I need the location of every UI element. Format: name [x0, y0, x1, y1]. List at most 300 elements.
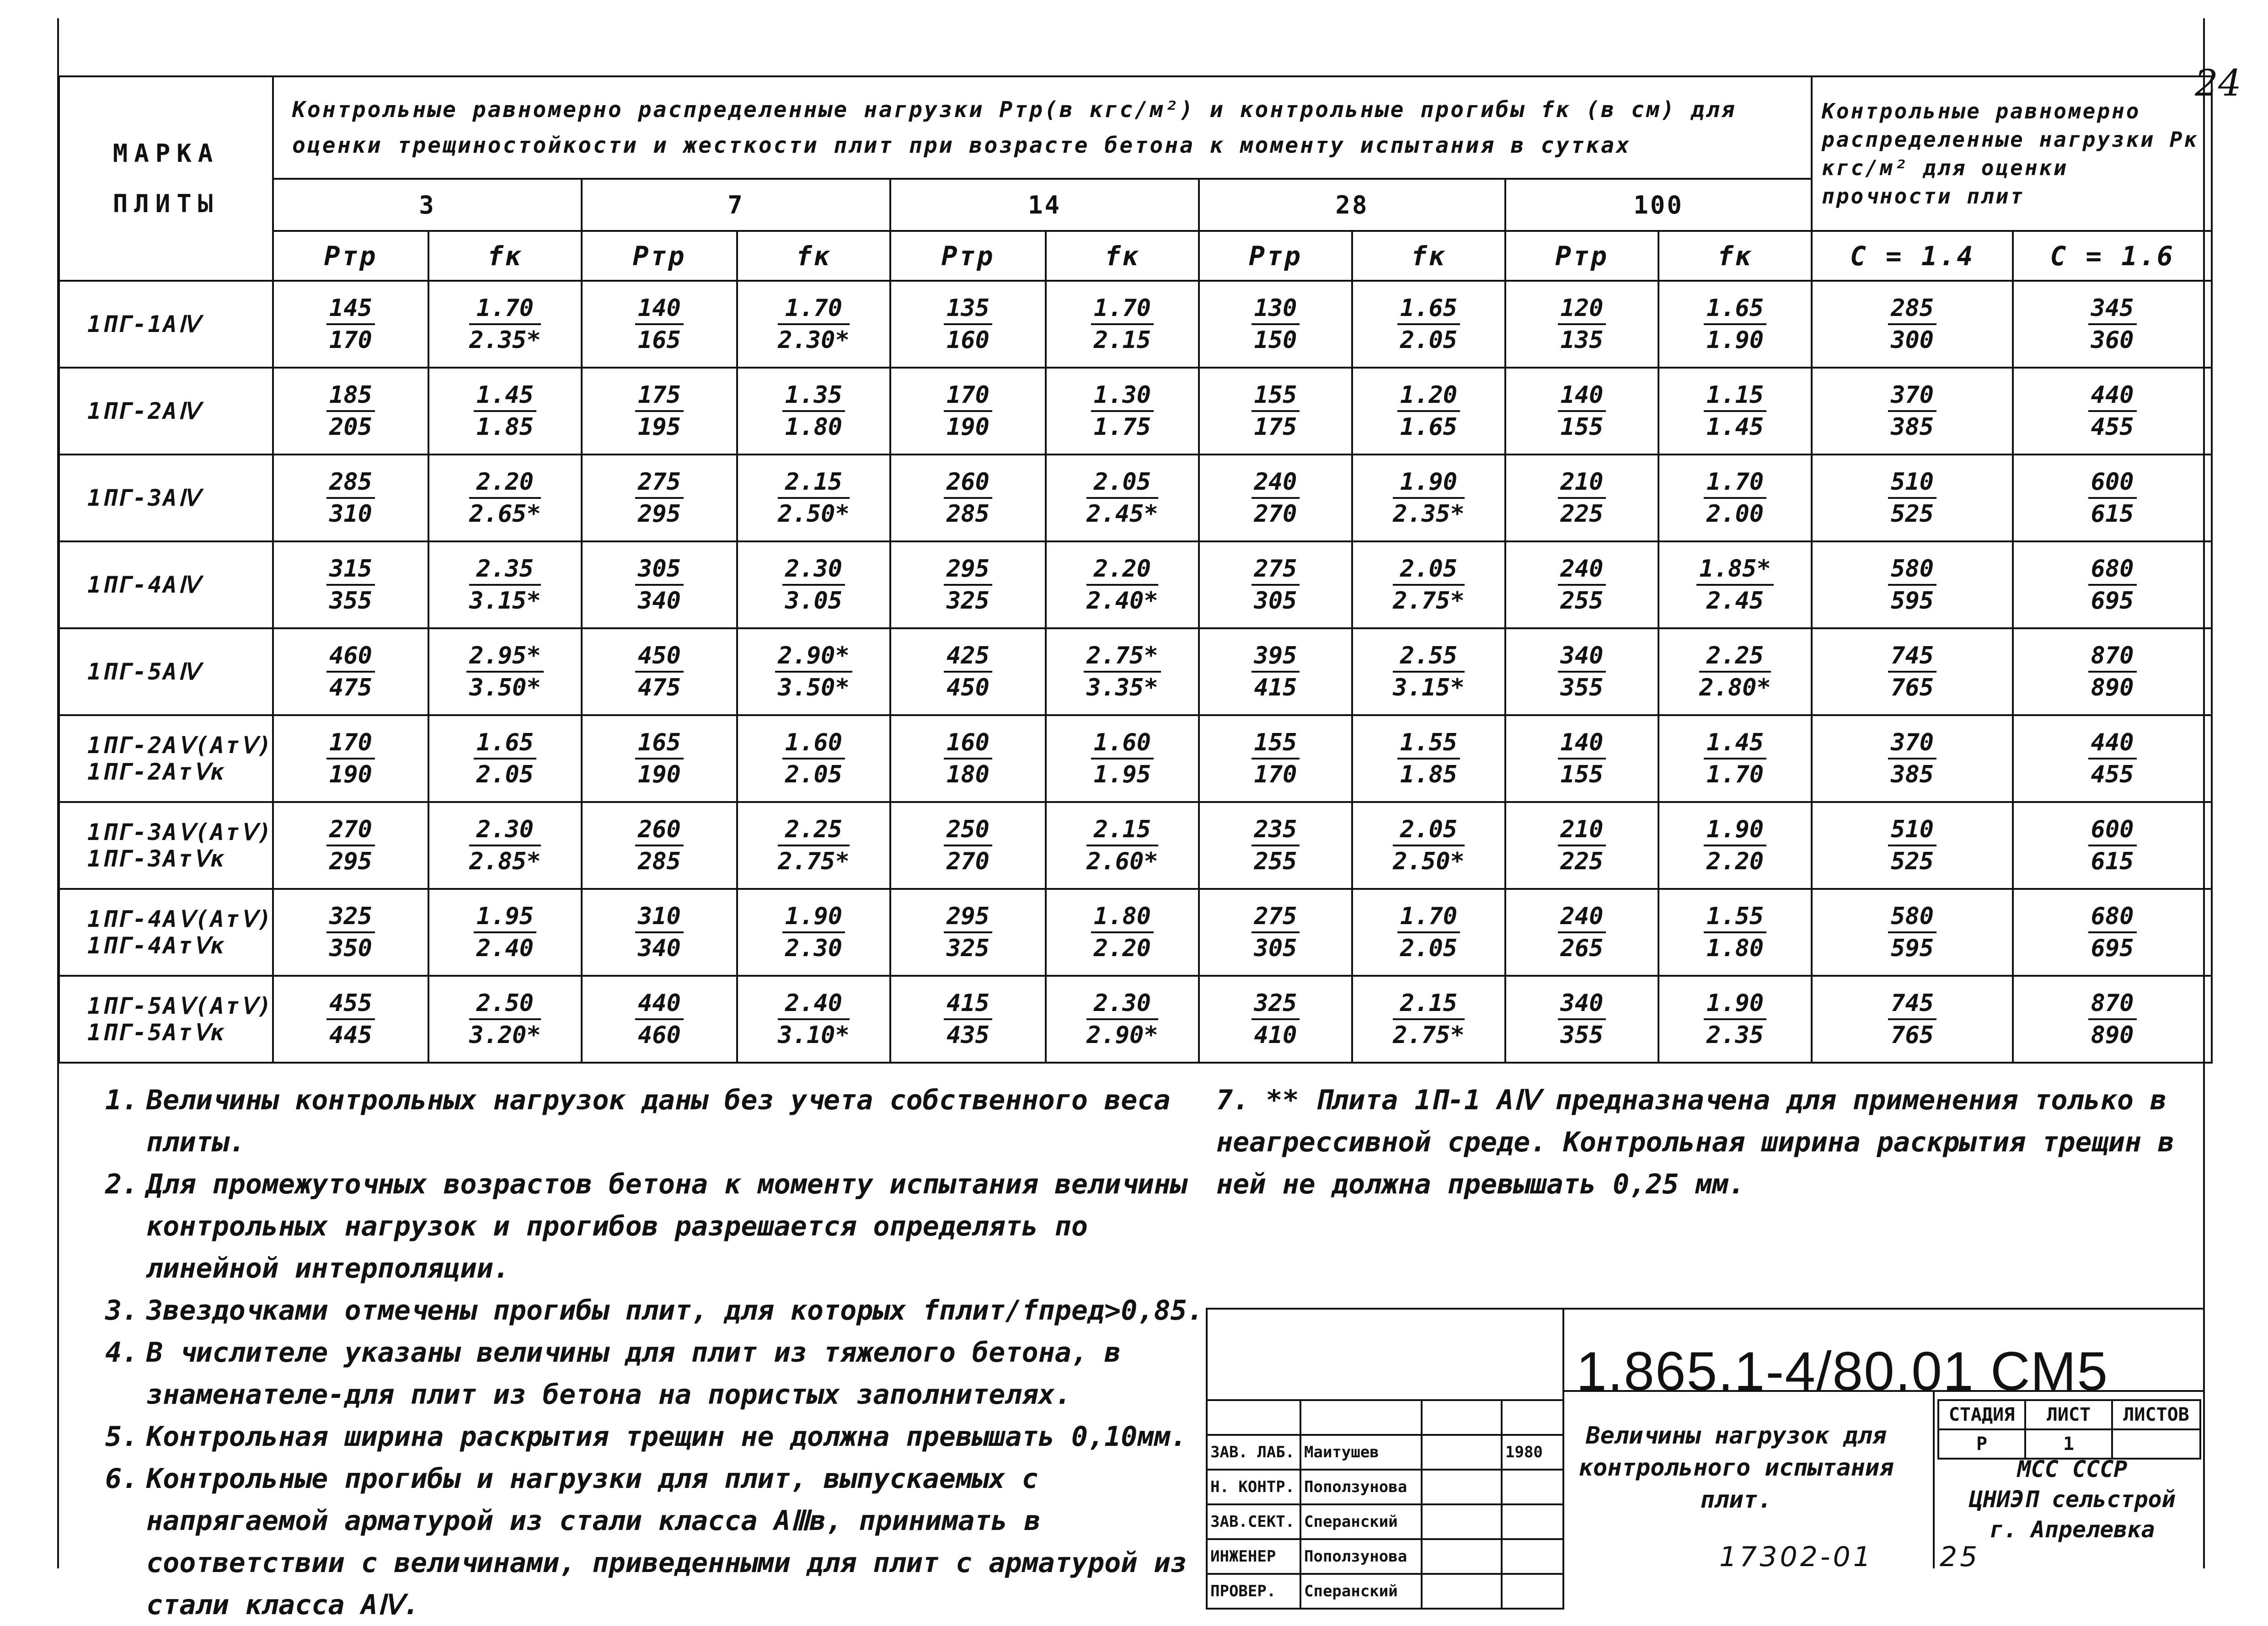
numerator: 1.30: [1091, 380, 1154, 412]
numerator: 140: [1558, 727, 1606, 760]
value-cell: [737, 455, 890, 541]
table-row: [59, 889, 2212, 976]
age-header: 3: [273, 179, 582, 231]
value-cell: [582, 715, 737, 802]
fraction: [1252, 988, 1300, 1050]
numerator: 2.35: [469, 554, 541, 586]
fraction: [1888, 901, 1936, 963]
value-cell: [582, 368, 737, 455]
numerator: 680: [2088, 901, 2137, 933]
denominator: 190: [947, 413, 990, 441]
brand-cell: [59, 455, 273, 541]
numerator: 2.55: [1393, 641, 1465, 673]
table-row: [59, 368, 2212, 455]
fraction: [1091, 901, 1154, 963]
value-cell: [1352, 715, 1505, 802]
denominator: 3.20*: [469, 1022, 541, 1049]
brand-cell: [59, 715, 273, 802]
value-cell: [1505, 628, 1658, 715]
denominator: 695: [2091, 587, 2134, 615]
denominator: 285: [947, 500, 990, 528]
numerator: 2.25: [778, 814, 850, 846]
brand-label: 1ПГ-5АⅤ(АтⅤ): [87, 993, 273, 1019]
fraction: [2088, 380, 2137, 442]
fraction: [944, 814, 992, 877]
numerator: 340: [1558, 641, 1606, 673]
denominator: 525: [1891, 500, 1934, 528]
numerator: 260: [944, 467, 992, 499]
value-cell: [1505, 802, 1658, 889]
fraction: [1558, 641, 1606, 703]
denominator: 135: [1560, 326, 1604, 354]
denominator: 445: [329, 1022, 372, 1049]
value-cell: [582, 455, 737, 541]
fraction: [1704, 727, 1766, 790]
brand-cell: [59, 368, 273, 455]
value-cell: [890, 976, 1046, 1063]
denominator: 2.05: [785, 761, 843, 788]
value-cell: [1505, 455, 1658, 541]
signer-name: Маитушев: [1300, 1435, 1422, 1470]
numerator: 295: [944, 901, 992, 933]
note-text: В числителе указаны величины для плит из тяжелого бетона, в знаменателе-для плит из бетона на пористых заполнителях.: [146, 1337, 1121, 1411]
denominator: 2.00: [1706, 500, 1764, 528]
age-header: 100: [1505, 179, 1812, 231]
signature-blank-row: [1207, 1400, 1563, 1435]
fraction: [2088, 901, 2137, 963]
fraction: [1252, 727, 1300, 790]
numerator: 1.90: [1393, 467, 1465, 499]
signer-role: ПРОВЕР.: [1207, 1574, 1300, 1609]
age-header: 14: [890, 179, 1199, 231]
numerator: 1.60: [782, 727, 845, 760]
denominator: 455: [2091, 413, 2134, 441]
value-cell: [1658, 715, 1812, 802]
value-cell: [890, 802, 1046, 889]
numerator: 2.05: [1393, 814, 1465, 846]
value-cell: [582, 541, 737, 628]
note-item: [105, 1163, 1212, 1289]
numerator: 745: [1888, 641, 1936, 673]
numerator: 240: [1558, 901, 1606, 933]
brand-cell: [59, 976, 273, 1063]
footer-page-number: 25: [1939, 1541, 1980, 1573]
brand-label: 1ПГ-1АⅣ: [87, 311, 201, 337]
value-cell: [890, 889, 1046, 976]
fraction: [1696, 554, 1774, 616]
numerator: 240: [1252, 467, 1300, 499]
fraction: [778, 988, 850, 1050]
denominator: 155: [1560, 413, 1604, 441]
value-cell: [428, 715, 582, 802]
value-cell: [890, 715, 1046, 802]
value-cell: [2013, 281, 2212, 368]
table-row: [59, 802, 2212, 889]
numerator: 170: [326, 727, 375, 760]
denominator: 3.15*: [1393, 674, 1465, 701]
numerator: 1.45: [1704, 727, 1766, 760]
title-block: [1206, 1308, 2204, 1600]
fraction: [1393, 988, 1465, 1050]
numerator: 1.90: [1704, 814, 1766, 846]
value-cell: [890, 541, 1046, 628]
numerator: 1.70: [778, 293, 850, 325]
value-cell: [1199, 889, 1352, 976]
numerator: 1.55: [1397, 727, 1460, 760]
denominator: 325: [947, 935, 990, 962]
value-cell: [428, 368, 582, 455]
coefficient-header: C = 1.4: [1812, 231, 2013, 281]
fraction: [635, 467, 684, 529]
numerator: 455: [326, 988, 375, 1020]
fraction: [1888, 641, 1936, 703]
signature-row: [1207, 1574, 1563, 1609]
numerator: 510: [1888, 467, 1936, 499]
table-body: [59, 281, 2212, 1063]
signer-year: [1502, 1470, 1563, 1504]
value-cell: [1812, 368, 2013, 455]
value-cell: [1352, 976, 1505, 1063]
brand-label: 1ПГ-4АⅣ: [87, 572, 201, 598]
denominator: 355: [1560, 674, 1604, 701]
denominator: 1.70: [1706, 761, 1764, 788]
signer-sig: [1422, 1435, 1502, 1470]
denominator: 615: [2091, 848, 2134, 875]
numerator: 345: [2088, 293, 2137, 325]
value-cell: [273, 715, 428, 802]
fraction: [326, 380, 375, 442]
numerator: 1.95: [474, 901, 536, 933]
numerator: 2.05: [1393, 554, 1465, 586]
fraction: [469, 554, 541, 616]
denominator: 165: [638, 326, 681, 354]
fraction: [1704, 467, 1766, 529]
fraction: [2088, 554, 2137, 616]
value-cell: [1352, 281, 1505, 368]
fraction: [635, 380, 684, 442]
denominator: 340: [638, 587, 681, 615]
fraction: [1888, 727, 1936, 790]
numerator: 2.15: [1393, 988, 1465, 1020]
denominator: 475: [329, 674, 372, 701]
sheet-value: 1: [2025, 1429, 2112, 1459]
organization-line-3: г. Апрелевка: [1990, 1516, 2155, 1543]
value-cell: [1199, 368, 1352, 455]
fraction: [466, 641, 544, 703]
denominator: 410: [1254, 1022, 1297, 1049]
value-cell: [428, 628, 582, 715]
brand-label: 1ПГ-2АⅣ: [87, 398, 201, 424]
numerator: 1.65: [1704, 293, 1766, 325]
denominator: 2.45*: [1086, 500, 1158, 528]
denominator: 155: [1560, 761, 1604, 788]
fraction: [1888, 554, 1936, 616]
fraction: [1086, 988, 1158, 1050]
fraction: [1888, 467, 1936, 529]
signature-row: [1207, 1539, 1563, 1574]
signature-blank-cell: [1422, 1400, 1502, 1435]
value-cell: [890, 281, 1046, 368]
value-cell: [1199, 455, 1352, 541]
note-item: [105, 1458, 1212, 1626]
brand-label-secondary: 1ПГ-2АтⅤк: [87, 759, 226, 785]
numerator: 1.55: [1704, 901, 1766, 933]
numerator: 1.65: [474, 727, 536, 760]
denominator: 175: [1254, 413, 1297, 441]
numerator: 2.05: [1086, 467, 1158, 499]
denominator: 1.90: [1706, 326, 1764, 354]
load-table: [58, 75, 2213, 1064]
denominator: 2.60*: [1086, 848, 1158, 875]
denominator: 1.80: [785, 413, 843, 441]
brand-cell: [59, 541, 273, 628]
fraction: [1252, 380, 1300, 442]
value-cell: [737, 802, 890, 889]
fraction: [469, 467, 541, 529]
fraction: [778, 814, 850, 877]
numerator: 155: [1252, 727, 1300, 760]
denominator: 2.50*: [1393, 848, 1465, 875]
fraction: [1091, 380, 1154, 442]
sheet-title: Величины нагрузок для контрольного испытания плит.: [1578, 1422, 1894, 1514]
denominator: 170: [1254, 761, 1297, 788]
signer-name: Поползунова: [1300, 1470, 1422, 1504]
fraction: [944, 467, 992, 529]
fraction: [635, 901, 684, 963]
numerator: 295: [944, 554, 992, 586]
brand-cell: [59, 628, 273, 715]
f-k-header: fк: [1658, 231, 1812, 281]
numerator: 140: [1558, 380, 1606, 412]
fraction: [1091, 293, 1154, 355]
denominator: 2.35*: [469, 326, 541, 354]
denominator: 455: [2091, 761, 2134, 788]
fraction: [944, 380, 992, 442]
table-row: [59, 541, 2212, 628]
p-tr-header: Pтр: [1505, 231, 1658, 281]
fraction: [326, 293, 375, 355]
fraction: [2088, 293, 2137, 355]
value-cell: [1505, 889, 1658, 976]
value-cell: [273, 541, 428, 628]
denominator: 225: [1560, 848, 1604, 875]
value-cell: [1812, 889, 2013, 976]
value-cell: [273, 368, 428, 455]
value-cell: [2013, 455, 2212, 541]
f-k-header: fк: [1352, 231, 1505, 281]
value-cell: [1505, 281, 1658, 368]
denominator: 1.75: [1093, 413, 1151, 441]
numerator: 160: [944, 727, 992, 760]
denominator: 360: [2091, 326, 2134, 354]
strength-header: Контрольные равномерно распределенные нагрузки Pк кгс/м² для оценки прочности плит: [1812, 76, 2212, 231]
note-7: [1216, 1079, 2186, 1205]
value-cell: [890, 628, 1046, 715]
denominator: 300: [1891, 326, 1934, 354]
value-cell: [1046, 628, 1199, 715]
denominator: 305: [1254, 935, 1297, 962]
numerator: 2.95*: [466, 641, 544, 673]
organization: [1942, 1454, 2203, 1545]
denominator: 1.65: [1400, 413, 1458, 441]
signer-year: 1980: [1502, 1435, 1563, 1470]
fraction: [2088, 814, 2137, 877]
organization-line-1: МСС СССР: [2017, 1456, 2128, 1482]
fraction: [782, 901, 845, 963]
fraction: [1704, 988, 1766, 1050]
denominator: 170: [329, 326, 372, 354]
brand-label-secondary: 1ПГ-3АтⅤк: [87, 845, 226, 872]
age-header: 28: [1199, 179, 1505, 231]
numerator: 460: [326, 641, 375, 673]
numerator: 1.15: [1704, 380, 1766, 412]
denominator: 285: [638, 848, 681, 875]
denominator: 890: [2091, 1022, 2134, 1049]
main-header: Контрольные равномерно распределенные нагрузки Pтр(в кгс/м²) и контрольные прогибы fк (в см) для оценки трещиностойкости и жесткости плит при возрасте бетона к моменту испытания в сутках: [273, 76, 1812, 179]
numerator: 275: [1252, 554, 1300, 586]
denominator: 160: [947, 326, 990, 354]
p-tr-header: Pтр: [582, 231, 737, 281]
denominator: 2.75*: [778, 848, 850, 875]
value-cell: [1505, 976, 1658, 1063]
denominator: 355: [329, 587, 372, 615]
value-cell: [1199, 541, 1352, 628]
fraction: [635, 554, 684, 616]
value-cell: [1812, 715, 2013, 802]
value-cell: [737, 976, 890, 1063]
fraction: [474, 901, 536, 963]
denominator: 2.40*: [1086, 587, 1158, 615]
numerator: 285: [326, 467, 375, 499]
table-row: [59, 455, 2212, 541]
value-cell: [2013, 628, 2212, 715]
note-text: Величины контрольных нагрузок даны без учета собственного веса плиты.: [146, 1084, 1171, 1158]
fraction: [944, 554, 992, 616]
fraction: [326, 641, 375, 703]
denominator: 270: [1254, 500, 1297, 528]
value-cell: [1046, 889, 1199, 976]
table-row: [59, 715, 2212, 802]
numerator: 440: [2088, 380, 2137, 412]
value-cell: [1812, 541, 2013, 628]
fraction: [635, 641, 684, 703]
denominator: 595: [1891, 587, 1934, 615]
numerator: 425: [944, 641, 992, 673]
numerator: 130: [1252, 293, 1300, 325]
numerator: 2.20: [1086, 554, 1158, 586]
numerator: 210: [1558, 814, 1606, 846]
numerator: 275: [1252, 901, 1300, 933]
denominator: 295: [638, 500, 681, 528]
p-tr-header: Pтр: [273, 231, 428, 281]
numerator: 310: [635, 901, 684, 933]
fraction: [635, 727, 684, 790]
numerator: 135: [944, 293, 992, 325]
subheader-row: [59, 231, 2212, 281]
denominator: 435: [947, 1022, 990, 1049]
numerator: 2.90*: [775, 641, 852, 673]
value-cell: [1352, 628, 1505, 715]
denominator: 2.35*: [1393, 500, 1465, 528]
signer-role: Н. КОНТР.: [1207, 1470, 1300, 1504]
value-cell: [1812, 976, 2013, 1063]
denominator: 190: [329, 761, 372, 788]
note-item: [105, 1289, 1212, 1332]
denominator: 255: [1254, 848, 1297, 875]
brand-cell: [59, 281, 273, 368]
fraction: [2088, 641, 2137, 703]
fraction: [469, 814, 541, 877]
denominator: 2.05: [476, 761, 534, 788]
numerator: 2.20: [469, 467, 541, 499]
note-number: 4.: [105, 1337, 139, 1369]
fraction: [778, 293, 850, 355]
value-cell: [1658, 889, 1812, 976]
value-cell: [428, 455, 582, 541]
value-cell: [1046, 281, 1199, 368]
value-cell: [890, 368, 1046, 455]
value-cell: [737, 628, 890, 715]
table-row: [59, 976, 2212, 1063]
document-code: 1.865.1-4/80.01 СМ5: [1576, 1341, 2109, 1402]
denominator: 890: [2091, 674, 2134, 701]
value-cell: [1658, 541, 1812, 628]
fraction: [1888, 814, 1936, 877]
value-cell: [1658, 368, 1812, 455]
fraction: [1252, 554, 1300, 616]
signer-name: Сперанский: [1300, 1574, 1422, 1609]
signer-name: Сперанский: [1300, 1504, 1422, 1539]
numerator: 1.80: [1091, 901, 1154, 933]
fraction: [944, 641, 992, 703]
numerator: 175: [635, 380, 684, 412]
brand-label-secondary: 1ПГ-4АтⅤк: [87, 932, 226, 959]
fraction: [1704, 901, 1766, 963]
numerator: 395: [1252, 641, 1300, 673]
signature-row: [1207, 1435, 1563, 1470]
value-cell: [582, 281, 737, 368]
value-cell: [1046, 455, 1199, 541]
f-k-header: fк: [428, 231, 582, 281]
brand-label: 1ПГ-3АⅣ: [87, 485, 201, 511]
denominator: 2.45: [1706, 587, 1764, 615]
numerator: 305: [635, 554, 684, 586]
fraction: [1252, 293, 1300, 355]
value-cell: [2013, 976, 2212, 1063]
value-cell: [428, 541, 582, 628]
fraction: [2088, 467, 2137, 529]
brand-cell: [59, 889, 273, 976]
value-cell: [1046, 715, 1199, 802]
stage-label: СТАДИЯ: [1938, 1400, 2025, 1429]
fraction: [1084, 641, 1161, 703]
numerator: 870: [2088, 988, 2137, 1020]
fraction: [1252, 467, 1300, 529]
denominator: 1.45: [1706, 413, 1764, 441]
numerator: 325: [1252, 988, 1300, 1020]
fraction: [944, 988, 992, 1050]
numerator: 440: [2088, 727, 2137, 760]
denominator: 1.85: [1400, 761, 1458, 788]
value-cell: [737, 368, 890, 455]
denominator: 270: [947, 848, 990, 875]
denominator: 2.90*: [1086, 1022, 1158, 1049]
numerator: 2.30: [782, 554, 845, 586]
fraction: [1699, 641, 1771, 703]
value-cell: [1046, 368, 1199, 455]
value-cell: [1658, 628, 1812, 715]
denominator: 765: [1891, 674, 1934, 701]
